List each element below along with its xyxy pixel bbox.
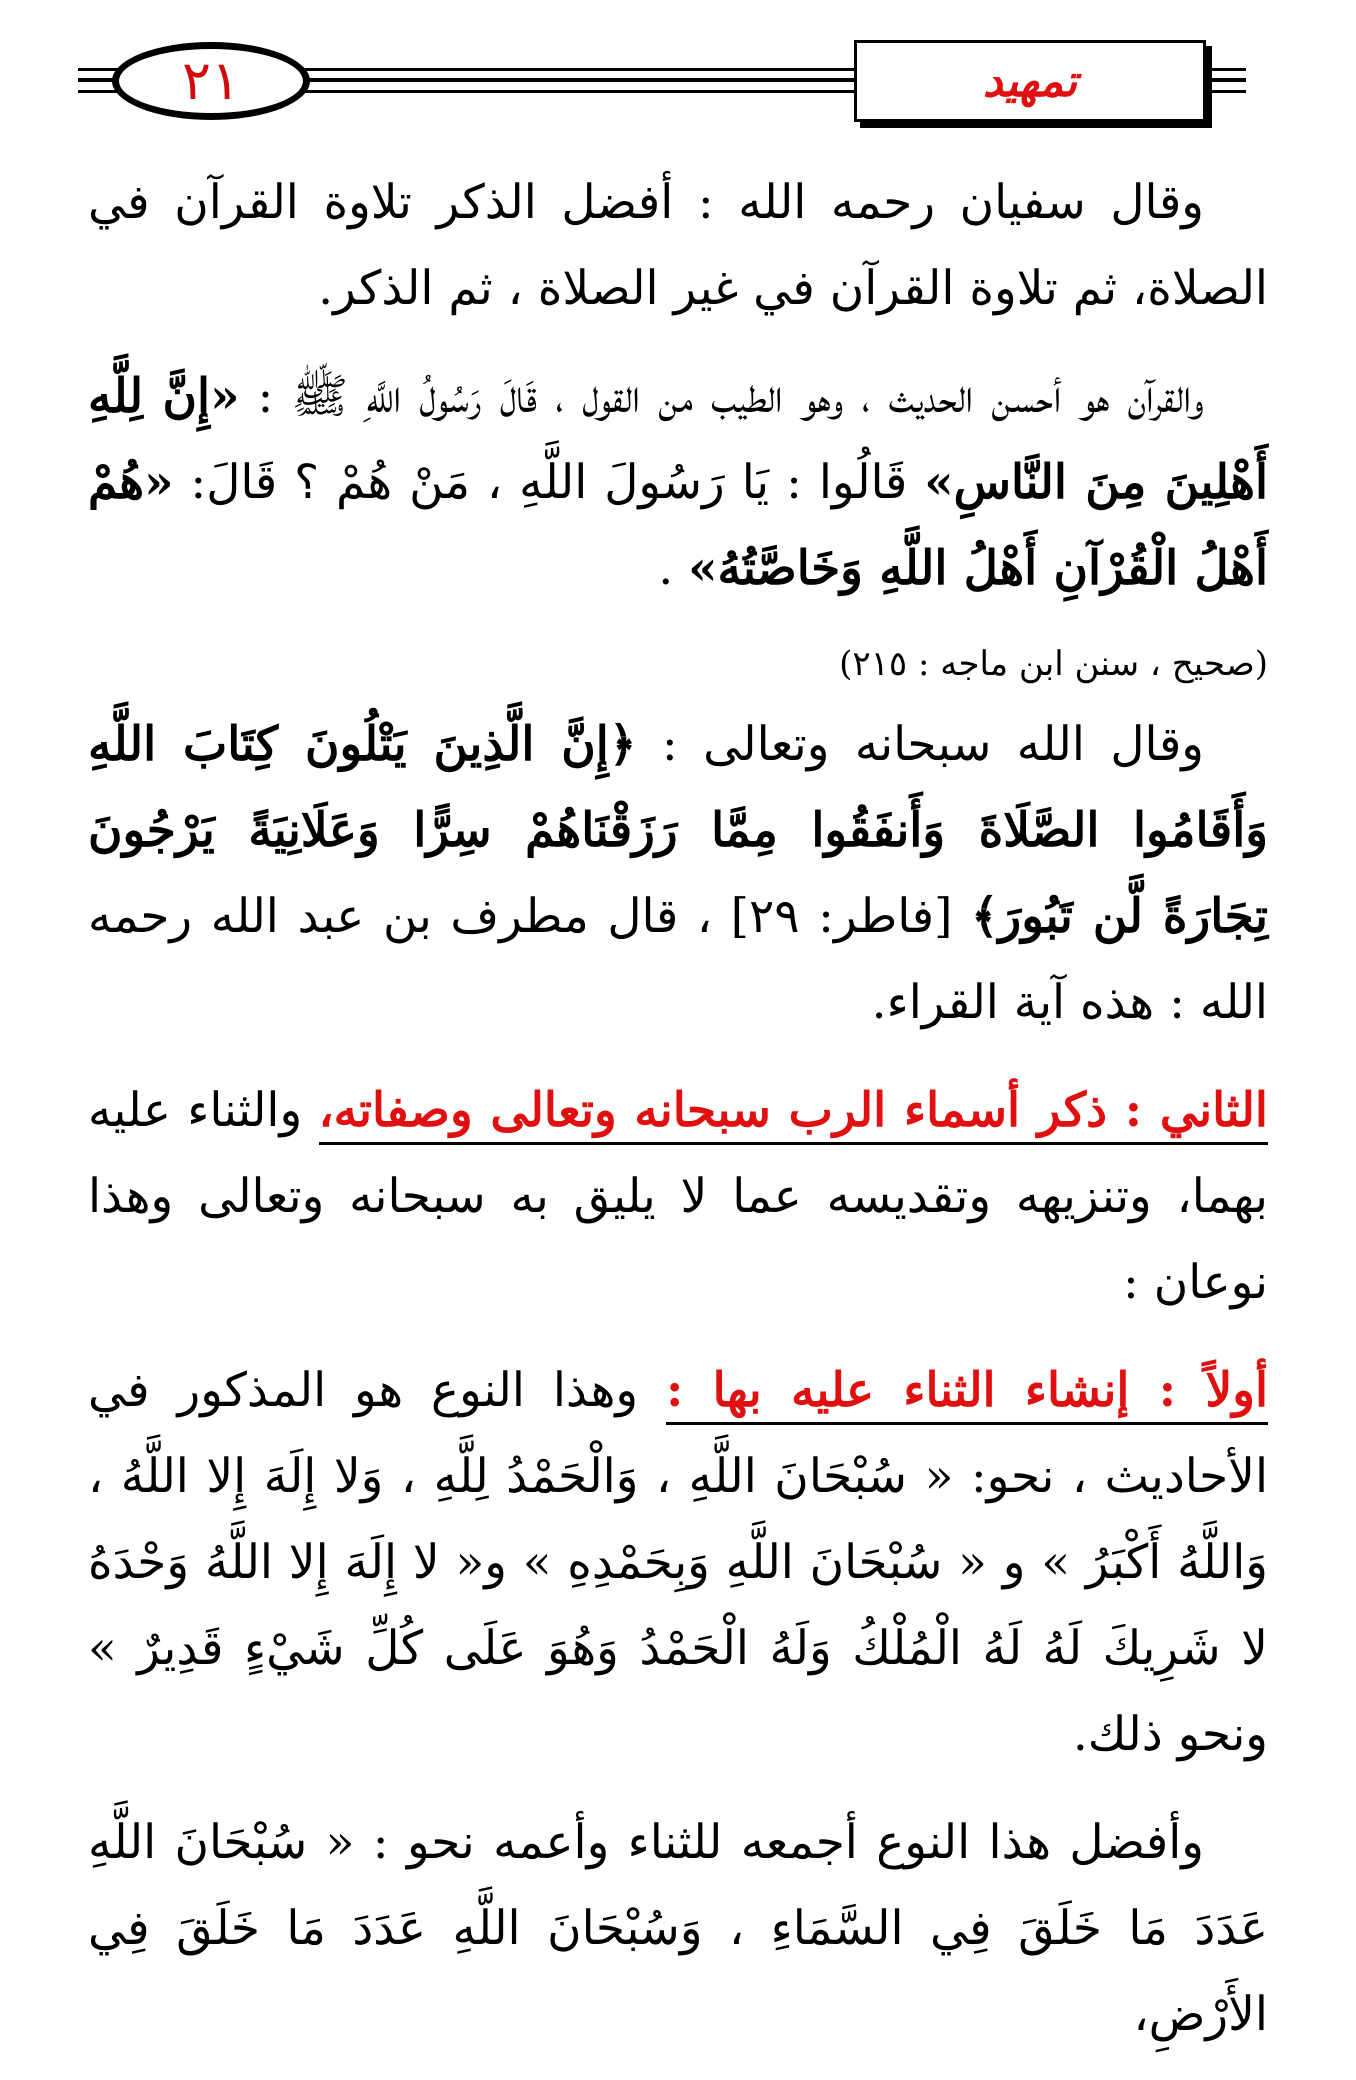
paragraph-best-kind: وأفضل هذا النوع أجمعه للثناء وأعمه نحو : « سُبْحَانَ اللَّهِ عَدَدَ مَا خَلَقَ فِي السَّمَاءِ ، وَسُبْحَانَ اللَّهِ عَدَدَ مَا خَلَقَ فِي الأَرْضِ، [88, 1815, 1268, 2042]
paragraph-text: والقرآن هو أحسن الحديث ، وهو الطيب من القول ، قَالَ رَسُولُ اللَّهِ ﷺ : [239, 369, 1204, 424]
paragraph-verse [88, 702, 1268, 1046]
page-header [0, 0, 1356, 140]
verse-reference: [فاطر: ٢٩] ، قال مطرف بن عبد الله رحمه الله : هذه آية القراء. [88, 889, 1268, 1030]
page-number-oval [112, 42, 310, 120]
paragraph-second-type [88, 1068, 1268, 1326]
hadith-quote: «هُمْ أَهْلُ الْقُرْآنِ أَهْلُ اللَّهِ وَخَاصَّتُهُ» [88, 455, 1268, 596]
section-title: تمهيد [982, 55, 1078, 107]
paragraph-text: وهذا النوع هو المذكور في الأحاديث ، نحو: « سُبْحَانَ اللَّهِ ، وَالْحَمْدُ لِلَّهِ ، وَلا إِلَهَ إِلا اللَّهُ ، وَاللَّهُ أَكْبَرُ » و « سُبْحَانَ اللَّهِ وَبِحَمْدِهِ » و« لا إِلَهَ إِلا اللَّهُ وَحْدَهُ لا شَرِيكَ لَهُ لَهُ الْمُلْكُ وَلَهُ الْحَمْدُ وَهُوَ عَلَى كُلِّ شَيْءٍ قَدِيرٌ » ونحو ذلك. [88, 1363, 1268, 1762]
paragraph-quran-hadith [88, 354, 1268, 612]
paragraph-sufyan: وقال سفيان رحمه الله : أفضل الذكر تلاوة القرآن في الصلاة، ثم تلاوة القرآن في غير الصلاة ، ثم الذكر. [88, 175, 1268, 316]
paragraph-text: . [658, 541, 689, 596]
page-number: ٢١ [181, 49, 240, 112]
paragraph-text: وقال الله سبحانه وتعالى : [636, 717, 1204, 772]
page-body [88, 160, 1268, 2080]
hadith-source: (صحيح ، سنن ابن ماجه : ٢١٥) [839, 644, 1268, 684]
section-title-box [854, 40, 1206, 122]
hadith-quote: «إِنَّ لِلَّهِ أَهْلِينَ مِنَ النَّاسِ» [88, 369, 1268, 510]
paragraph-first-kind [88, 1348, 1268, 1778]
section-heading-first: أولاً : إنشاء الثناء عليه بها : [666, 1363, 1268, 1425]
paragraph-text: والثناء عليه بهما، وتنزيهه وتقديسه عما لا يليق به سبحانه وتعالى وهذا نوعان : [88, 1083, 1268, 1310]
quran-verse: ﴿إِنَّ الَّذِينَ يَتْلُونَ كِتَابَ اللَّهِ وَأَقَامُوا الصَّلَاةَ وَأَنفَقُوا مِمَّا رَزَقْنَاهُمْ سِرًّا وَعَلَانِيَةً يَرْجُونَ تِجَارَةً لَّن تَبُورَ﴾ [88, 717, 1268, 944]
paragraph-text: قَالُوا : يَا رَسُولَ اللَّهِ ، مَنْ هُمْ ؟ قَالَ: [173, 455, 925, 510]
section-heading-second: الثاني : ذكر أسماء الرب سبحانه وتعالى وصفاته، [319, 1083, 1268, 1145]
